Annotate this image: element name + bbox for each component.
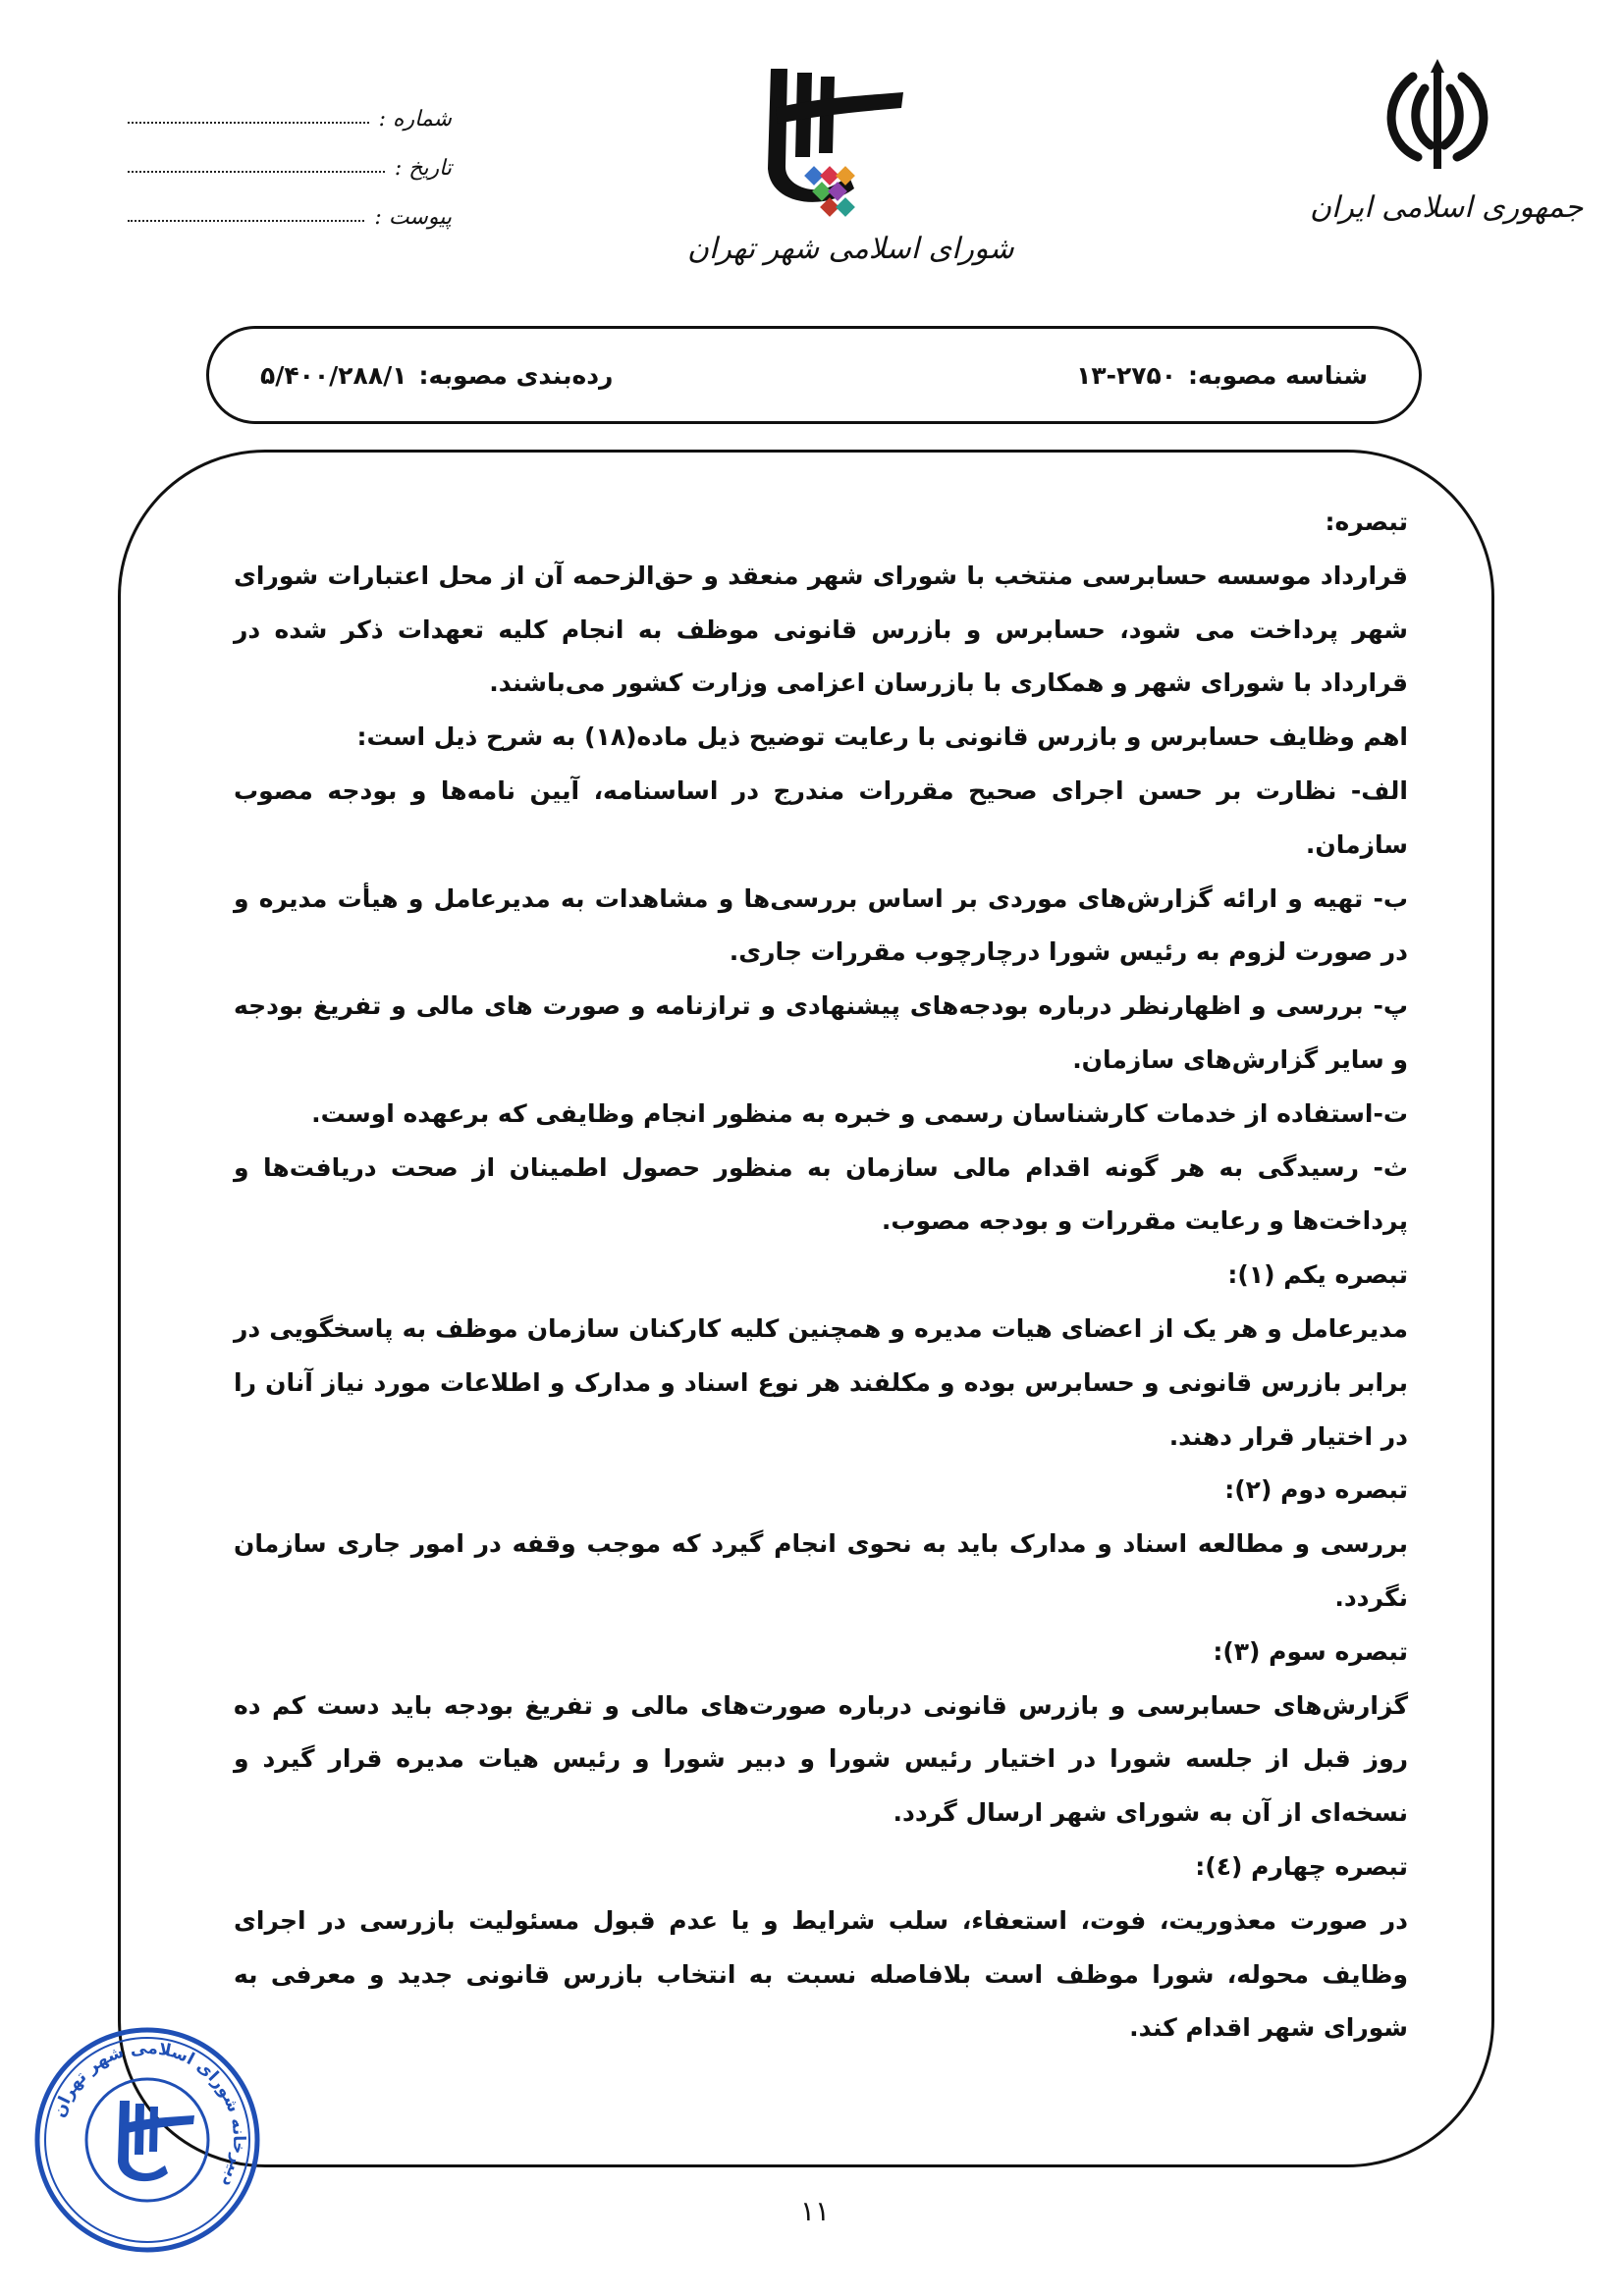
clause-alef: الف- نظارت بر حسن اجرای صحیح مقررات مندرج در اساسنامه، آیین نامه‌ها و بودجه مصوب سازمان. [234, 775, 1408, 859]
attachment-field [128, 187, 452, 230]
iran-emblem-icon [1374, 59, 1501, 177]
resolution-id-label: شناسه مصوبه: [1188, 360, 1368, 390]
tehran-council-logo-icon [717, 59, 913, 226]
note-2-text: بررسی و مطالعه اسناد و مدارک باید به نحوی انجام گیرد که موجب وقفه در امور جاری سازمان نگردد. [234, 1529, 1408, 1612]
resolution-class-label: رده‌بندی مصوبه: [418, 360, 614, 390]
resolution-class [260, 361, 613, 390]
note-2-heading: تبصره دوم (۲): [1224, 1475, 1408, 1505]
date-label: تاریخ : [394, 156, 452, 181]
clause-te: ت-استفاده از خدمات کارشناسان رسمی و خبره به منظور انجام وظایفی که برعهده اوست. [311, 1098, 1408, 1128]
date-blank-line [128, 157, 385, 173]
note-3-heading: تبصره سوم (۳): [1213, 1636, 1408, 1666]
date-field [128, 137, 452, 181]
note-heading: تبصره: [1325, 507, 1408, 536]
note-1-heading: تبصره یکم (۱): [1227, 1260, 1408, 1290]
svg-text:دبیرخانه شورای اسلامی شهر تهرا: دبیرخانه شورای اسلامی شهر تهران [49, 2038, 249, 2191]
resolution-id-value: ۱۳-۲۷۵۰ [1076, 360, 1177, 390]
note-1-text: مدیرعامل و هر یک از اعضای هیات مدیره و همچنین کلیه کارکنان سازمان موظف به پاسخگویی در برابر بازرس قانونی و حسابرس بوده و مکلفند هر نوع اسناد و مدارک و اطلاعات مورد نیاز آنان را در اختیار قرار دهند. [234, 1313, 1408, 1451]
resolution-class-value: ۵/۴۰۰/۲۸۸/۱ [260, 360, 407, 390]
letter-meta-fields [128, 88, 452, 236]
number-blank-line [128, 108, 369, 124]
council-logo-block [687, 59, 1014, 266]
page-number: ۱۱ [799, 2195, 831, 2227]
paragraph-duties-intro: اهم وظایف حسابرس و بازرس قانونی با رعایت توضیح ذیل ماده(۱۸) به شرح ذیل است: [356, 722, 1408, 752]
clause-be: ب- تهیه و ارائه گزارش‌های موردی بر اساس بررسی‌ها و مشاهدات به مدیرعامل و هیأت مدیره و در صورت لزوم به رئیس شورا درچارچوب مقررات جاری. [234, 883, 1408, 967]
note-4-text: در صورت معذوریت، فوت، استعفاء، سلب شرایط و یا عدم قبول مسئولیت بازرسی در اجرای وظایف محوله، شورا موظف است بلافاصله نسبت به انتخاب بازرس قانونی جدید و معرفی به شورای شهر اقدام کند. [234, 1905, 1408, 2043]
note-4-heading: تبصره چهارم (٤): [1195, 1851, 1408, 1881]
clause-se: ث- رسیدگی به هر گونه اقدام مالی سازمان به منظور حصول اطمینان از صحت دریافت‌ها و پرداخت‌ها و رعایت مقررات و بودجه مصوب. [234, 1152, 1408, 1236]
council-stamp-icon [29, 2022, 265, 2258]
resolution-id-box [206, 326, 1422, 424]
attachment-label: پیوست : [374, 205, 452, 230]
clause-pe: پ- بررسی و اظهارنظر درباره بودجه‌های پیشنهادی و ترازنامه و صورت های مالی و تفریغ بودجه و سایر گزارش‌های سازمان. [234, 991, 1408, 1074]
number-field [128, 88, 452, 132]
paragraph-contract: قرارداد موسسه حسابرسی منتخب با شورای شهر منعقد و حق‌الزحمه آن از محل اعتبارات شورای شهر پرداخت می شود، حسابرس و بازرس قانونی موظف به انجام کلیه تعهدات ذکر شده در قرارداد با شورای شهر و همکاری با بازرسان اعزامی وزارت کشور می‌باشند. [234, 561, 1408, 698]
council-caption: شورای اسلامی شهر تهران [687, 232, 1014, 266]
resolution-id [1076, 361, 1368, 390]
resolution-body [234, 496, 1408, 2056]
republic-emblem-block [1310, 59, 1584, 225]
attachment-blank-line [128, 206, 364, 222]
republic-caption: جمهوری اسلامی ایران [1310, 190, 1584, 225]
number-label: شماره : [378, 107, 452, 132]
note-3-text: گزارش‌های حسابرسی و بازرس قانونی درباره صورت‌های مالی و تفریغ بودجه باید دست کم ده روز قبل از جلسه شورا در اختیار رئیس شورا و دبیر شورا و رئیس هیات مدیره قرار گیرد و نسخه‌ای از آن به شورای شهر ارسال گردد. [234, 1690, 1408, 1828]
